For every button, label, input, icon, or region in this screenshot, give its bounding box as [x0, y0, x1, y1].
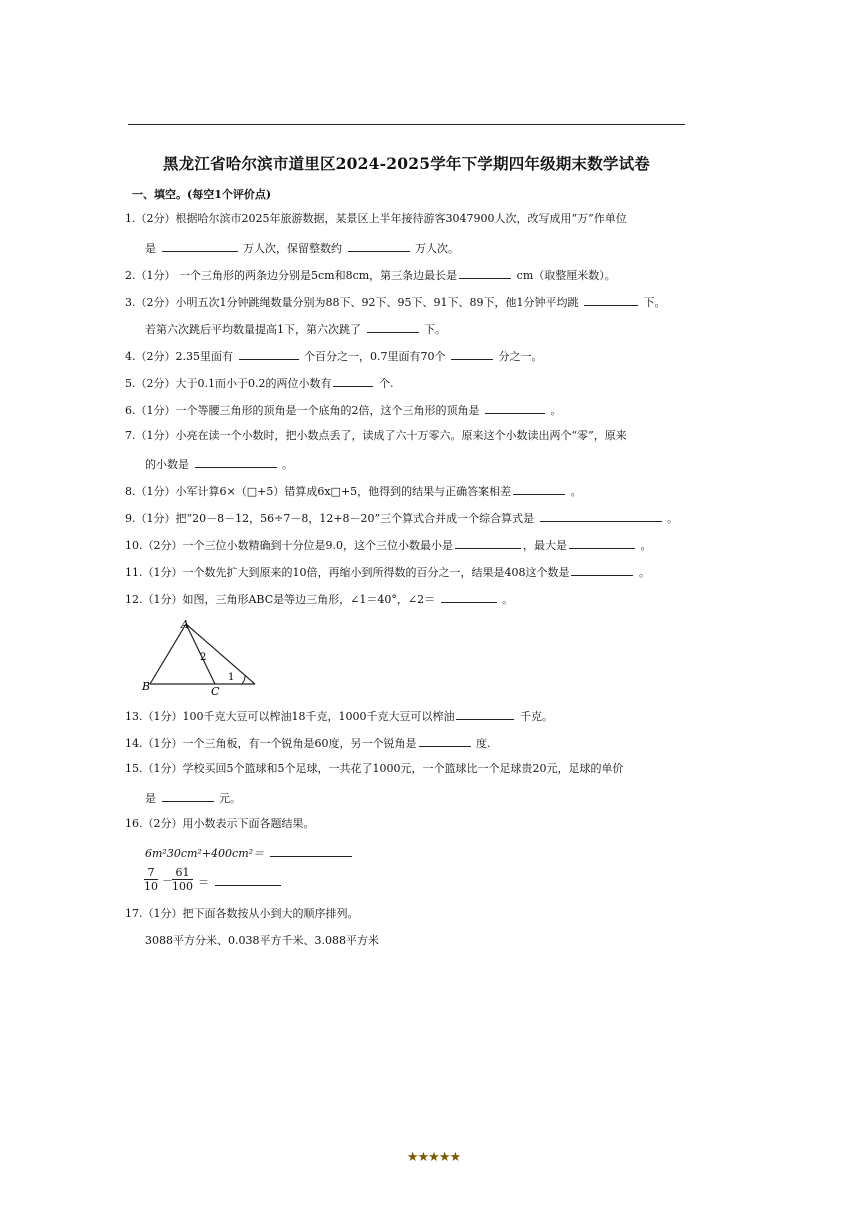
answer-blank[interactable]	[455, 537, 521, 549]
question-7-line-2: 的小数是 。	[145, 458, 293, 471]
answer-blank[interactable]	[270, 845, 352, 857]
answer-blank[interactable]	[162, 240, 238, 252]
question-7-line-1: 7.（1分）小亮在读一个小数时，把小数点丢了，读成了六十万零六。原来这个小数读出两个“零”，原来	[125, 429, 627, 442]
angle-label-1: 1	[228, 672, 235, 683]
answer-blank[interactable]	[451, 348, 493, 360]
vertex-label-b: B	[142, 680, 151, 693]
question-11: 11.（1分）一个数先扩大到原来的10倍，再缩小到所得数的百分之一，结果是408这个数是 。	[125, 566, 650, 579]
answer-blank[interactable]	[459, 267, 511, 279]
answer-blank[interactable]	[239, 348, 299, 360]
question-14: 14.（1分）一个三角板，有一个锐角是60度，另一个锐角是 度.	[125, 737, 491, 750]
answer-blank[interactable]	[162, 790, 214, 802]
page-title: 黑龙江省哈尔滨市道里区2024-2025学年下学期四年级期末数学试卷	[162, 154, 650, 173]
triangle-figure	[140, 616, 264, 696]
question-3-line-2: 若第六次跳后平均数量提高1下，第六次跳了 下。	[145, 323, 446, 336]
question-17-values: 3088平方分米、0.038平方千米、3.088平方米	[145, 934, 379, 947]
answer-blank[interactable]	[569, 537, 635, 549]
question-1-line-1: 1.（2分）根据哈尔滨市2025年旅游数据，某景区上半年接待游客3047900人次，改写成用“万”作单位	[125, 212, 627, 225]
minus-sign: －	[162, 874, 173, 887]
question-17: 17.（1分）把下面各数按从小到大的顺序排列。	[125, 907, 359, 920]
question-16-part-a: 6m²30cm²+400cm²＝	[145, 845, 354, 861]
question-2: 2.（1分） 一个三角形的两条边分别是5cm和8cm，第三条边最长是 cm（取整厘米数）。	[125, 269, 616, 282]
question-1-line-2: 是 万人次，保留整数约 万人次。	[145, 242, 459, 255]
angle-1-arc	[242, 675, 245, 684]
extended-side	[186, 624, 255, 684]
fraction-61-100: $\frac{61}{100}$	[172, 866, 193, 893]
question-10: 10.（2分）一个三位小数精确到十分位是9.0，这个三位小数最小是 ，最大是 。	[125, 539, 652, 552]
answer-blank[interactable]	[513, 483, 565, 495]
rating-stars: ★★★★★	[406, 1150, 461, 1165]
vertex-label-c: C	[211, 685, 220, 696]
answer-blank[interactable]	[456, 708, 514, 720]
angle-label-2: 2	[200, 652, 207, 663]
side-ab	[150, 624, 186, 684]
answer-blank[interactable]	[571, 564, 633, 576]
answer-blank[interactable]	[195, 456, 277, 468]
header-rule	[128, 124, 685, 125]
answer-blank[interactable]	[348, 240, 410, 252]
answer-blank[interactable]	[333, 375, 373, 387]
answer-blank[interactable]	[215, 874, 281, 886]
question-3-line-1: 3.（2分）小明五次1分钟跳绳数量分别为88下、92下、95下、91下、89下，他1分钟平均跳 下。	[125, 296, 666, 309]
answer-blank[interactable]	[419, 735, 471, 747]
answer-blank[interactable]	[441, 591, 497, 603]
fraction-7-10: $\frac{7}{10}$	[144, 866, 158, 893]
question-12: 12.（1分）如图，三角形ABC是等边三角形，∠1＝40°，∠2＝ 。	[125, 593, 514, 606]
question-16: 16.（2分）用小数表示下面各题结果。	[125, 817, 315, 830]
answer-blank[interactable]	[540, 510, 662, 522]
question-8: 8.（1分）小军计算6×（□+5）错算成6x□+5，他得到的结果与正确答案相差 。	[125, 485, 582, 498]
question-6: 6.（1分）一个等腰三角形的顶角是一个底角的2倍，这个三角形的顶角是 。	[125, 404, 562, 417]
question-9: 9.（1分）把“20－8－12，56÷7－8，12+8－20”三个算式合并成一个综合算式是 。	[125, 512, 679, 525]
answer-blank[interactable]	[367, 321, 419, 333]
answer-blank[interactable]	[485, 402, 545, 414]
question-16-part-b-answer: ＝	[198, 874, 283, 890]
question-15-line-1: 15.（1分）学校买回5个篮球和5个足球，一共花了1000元，一个篮球比一个足球贵20元，足球的单价	[125, 762, 624, 775]
question-13: 13.（1分）100千克大豆可以榨油18千克，1000千克大豆可以榨油 千克。	[125, 710, 553, 723]
question-15-line-2: 是 元。	[145, 792, 241, 805]
question-5: 5.（2分）大于0.1而小于0.2的两位小数有 个.	[125, 377, 394, 390]
question-4: 4.（2分）2.35里面有 个百分之一，0.7里面有70个 分之一。	[125, 350, 543, 363]
section-heading: 一、填空。(每空1个评价点)	[132, 188, 272, 201]
answer-blank[interactable]	[584, 294, 638, 306]
vertex-label-a: A	[181, 618, 189, 631]
